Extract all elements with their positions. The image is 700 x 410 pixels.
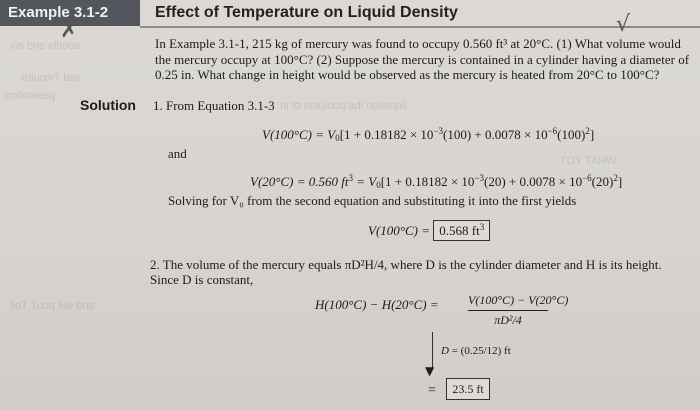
- diameter-substitution: D = (0.25/12) ft: [441, 345, 511, 357]
- solution-label: Solution: [80, 97, 136, 113]
- solving-text: Solving for V₀ from the second equation and substituting it into the first yields: [168, 193, 577, 208]
- handwritten-cross-icon: ✗: [60, 18, 79, 43]
- bleed-through-text: xıs bns eltioea: [10, 40, 81, 52]
- bleed-through-text: lloT Tuoq lliw bns: [10, 300, 95, 312]
- bleed-through-text: TOY TAHW: [560, 155, 617, 167]
- final-result-box: 23.5 ft: [446, 378, 490, 400]
- equation-volume-20c: V(20°C) = 0.560 $ft^3 = V_0[1 + 0.18182 \times 10^{-3}(20) + 0.0078 \times 10^{-6}(20)^2]$: [250, 173, 623, 190]
- height-change-fraction: [468, 293, 569, 328]
- boxed-volume-result: 0.568 $ft^3$: [433, 220, 490, 241]
- step-2-text: 2. The volume of the mercury equals πD²H/4, where D is the cylinder diameter and H is its height. Since D is constant,: [150, 257, 662, 287]
- handwritten-check-icon: √: [616, 12, 631, 37]
- bleed-through-text: ni to niaulooq adi noitsupil: [280, 100, 407, 112]
- arrow-down-icon: ▼: [425, 364, 435, 378]
- equation-result-volume: V(100°C) = 0.568 $ft^3$: [368, 220, 490, 241]
- fraction-numerator: V(100°C) − V(20°C): [468, 293, 548, 311]
- step-1-intro: 1. From Equation 3.1-3: [153, 98, 275, 113]
- example-label: Example 3.1-2: [0, 0, 140, 26]
- and-text: and: [168, 146, 187, 161]
- bleed-through-text: noilsmeoq: [5, 90, 56, 102]
- equation-volume-100c: $V(100^\circ C) = V_0[1 + 0.18182 \times 10^{-3}(100) + 0.0078 \times 10^{-6}(100)^2]$: [262, 126, 595, 143]
- equals-sign: =: [428, 383, 436, 398]
- problem-statement: In Example 3.1-1, 215 kg of mercury was found to occupy 0.560 ft³ at 20°C. (1) What volume would the mercury occupy at 100°C? (2) Suppose the mercury is contained in a cylinder having a diameter of 0.25 in. What change in height would be observed as the mercury is heated from 20°C to 100°C?: [155, 36, 690, 82]
- bleed-through-text: ilbluowT bns: [20, 72, 81, 84]
- equation-height-change-lhs: H(100°C) − H(20°C) =: [315, 297, 439, 312]
- fraction-denominator: πD²/4: [494, 313, 522, 327]
- page-title: Effect of Temperature on Liquid Density: [155, 4, 458, 21]
